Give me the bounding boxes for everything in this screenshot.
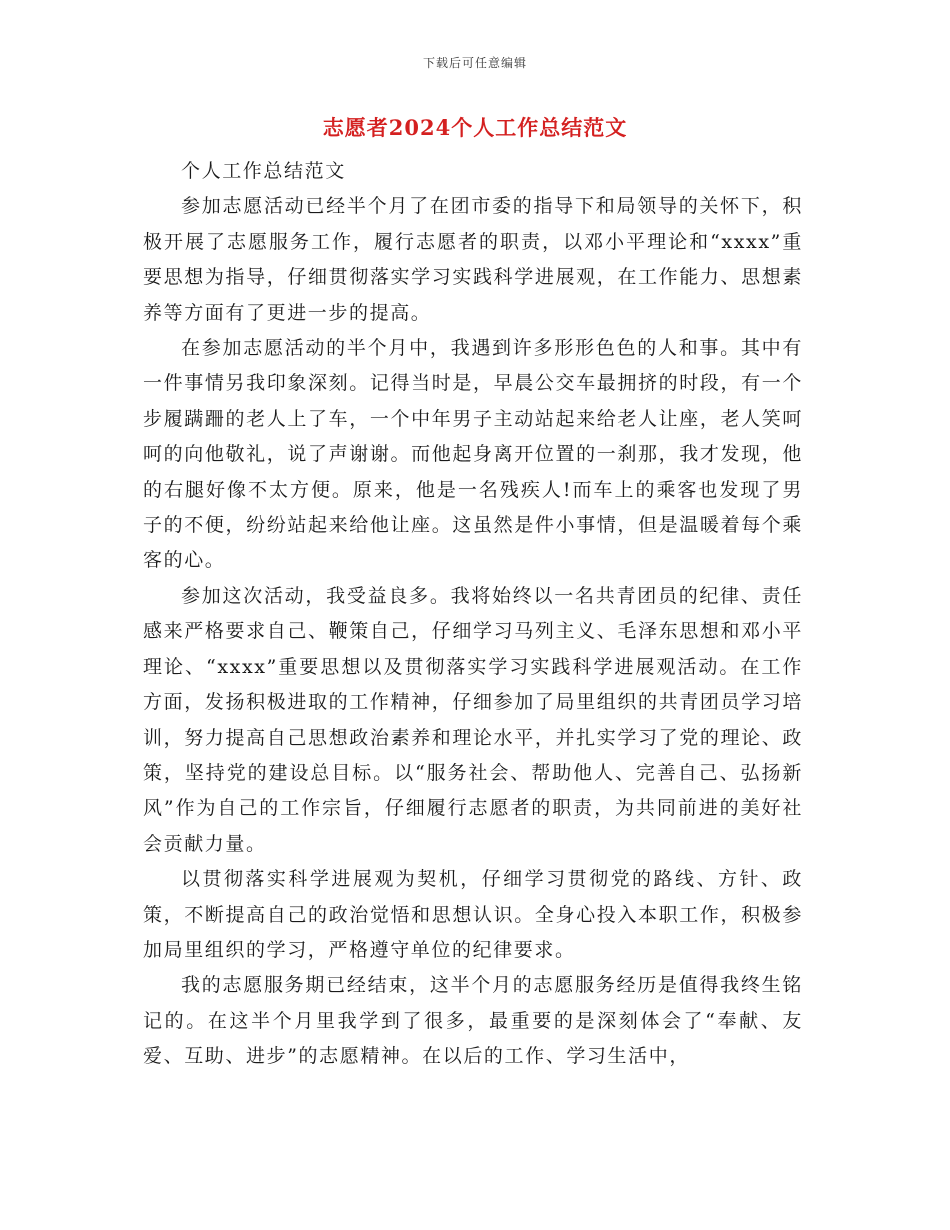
paragraph: 我的志愿服务期已经结束，这半个月的志愿服务经历是值得我终生铭记的。在这半个月里我学到了很多，最重要的是深刻体会了“奉献、友爱、互助、进步”的志愿精神。在以后的工作、学习生活中， (143, 974, 803, 1068)
document-body (143, 154, 803, 1075)
document-title: 志愿者2024个人工作总结范文 (322, 115, 628, 140)
page-header: 下载后可任意编辑 (422, 56, 527, 70)
paragraph: 以贯彻落实科学进展观为契机，仔细学习贯彻党的路线、方针、政策，不断提高自己的政治觉悟和思想认识。全身心投入本职工作，积极参加局里组织的学习，严格遵守单位的纪律要求。 (143, 868, 803, 961)
paragraph: 参加这次活动，我受益良多。我将始终以一名共青团员的纪律、责任感来严格要求自己、鞭策自己，仔细学习马列主义、毛泽东思想和邓小平理论、“xxxx”重要思想以及贯彻落实学习实践科学进展观活动。在工作方面，发扬积极进取的工作精神，仔细参加了局里组织的共青团员学习培训，努力提高自己思想政治素养和理论水平，并扎实学习了党的理论、政策，坚持党的建设总目标。以“服务社会、帮助他人、完善自己、弘扬新风”作为自己的工作宗旨，仔细履行志愿者的职责，为共同前进的美好社会贡献力量。 (143, 584, 803, 855)
paragraph: 在参加志愿活动的半个月中，我遇到许多形形色色的人和事。其中有一件事情另我印象深刻。记得当时是，早晨公交车最拥挤的时段，有一个步履蹒跚的老人上了车，一个中年男子主动站起来给老人让座，老人笑呵呵的向他敬礼，说了声谢谢。而他起身离开位置的一刹那，我才发现，他的右腿好像不太方便。原来，他是一名残疾人!而车上的乘客也发现了男子的不便，纷纷站起来给他让座。这虽然是件小事情，但是温暖着每个乘客的心。 (143, 337, 803, 572)
paragraph: 参加志愿活动已经半个月了在团市委的指导下和局领导的关怀下，积极开展了志愿服务工作，履行志愿者的职责，以邓小平理论和“xxxx”重要思想为指导，仔细贯彻落实学习实践科学进展观，在工作能力、思想素养等方面有了更进一步的提高。 (143, 195, 803, 324)
paragraph-subtitle: 个人工作总结范文 (181, 160, 346, 182)
